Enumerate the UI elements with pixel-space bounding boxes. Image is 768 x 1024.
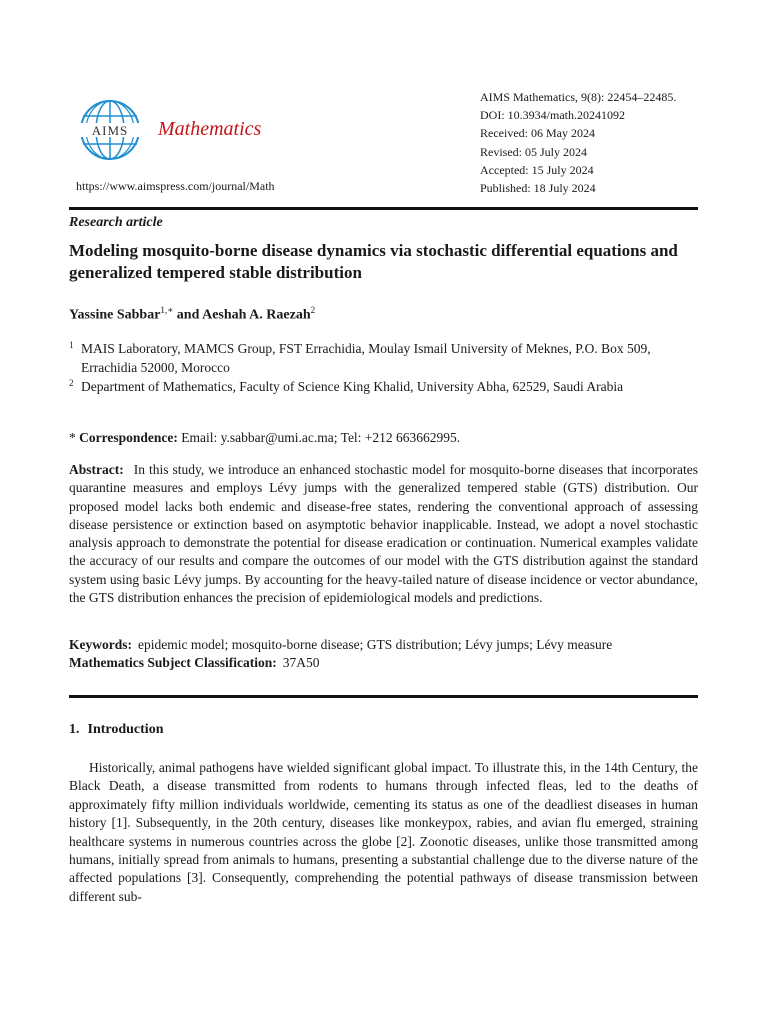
affiliation-number: 2 xyxy=(69,378,74,388)
affiliation-text: MAIS Laboratory, MAMCS Group, FST Errachidia, Moulay Ismail University of Meknes, P.O. Box 509, Errachidia 52000, Morocco xyxy=(81,341,651,375)
section-title: Introduction xyxy=(87,722,164,737)
revised-date: Revised: 05 July 2024 xyxy=(480,144,587,159)
globe-icon xyxy=(78,98,142,162)
correspondence-star: * xyxy=(69,430,76,445)
msc-line xyxy=(69,654,709,672)
accepted-date: Accepted: 15 July 2024 xyxy=(480,162,594,177)
section-number: 1. xyxy=(69,722,80,737)
aims-logo xyxy=(78,98,142,162)
affiliation xyxy=(69,339,698,377)
journal-url[interactable]: https://www.aimspress.com/journal/Math xyxy=(76,179,275,193)
affiliation xyxy=(69,377,698,396)
author-list xyxy=(69,305,315,324)
author-affiliation-mark: 2 xyxy=(310,305,316,315)
citation-line: AIMS Mathematics, 9(8): 22454–22485. xyxy=(480,90,677,104)
correspondence-text: Email: y.sabbar@umi.ac.ma; Tel: +212 663662995. xyxy=(177,430,461,445)
received-date: Received: 06 May 2024 xyxy=(480,126,595,141)
author-joiner: and xyxy=(173,307,203,323)
keywords-label: Keywords: xyxy=(69,637,132,652)
keywords-block xyxy=(69,636,709,672)
abstract-label: Abstract: xyxy=(69,462,124,477)
abstract-text: In this study, we introduce an enhanced stochastic model for mosquito-borne diseases that incorporates quarantine measures and employs Lévy jumps with the generalized tempered stable (GTS) distribution. Our proposed model lacks both endemic and disease-free states, rendering the conventional approach of assessing disease persistence or extinction based on asymptotic behavior inapplicable. Instead, we adopt a novel stochastic analysis approach to demonstrate the potential for disease eradication or continuation. Numerical examples validate the accuracy of our results and compare the outcomes of our model with the GTS distribution against the standard system using basic Lévy jumps. By accounting for the heavy-tailed nature of disease incidence or vector abundance, the GTS distribution enhances the precision of epidemiological models and predictions. xyxy=(69,462,698,606)
msc-label: Mathematics Subject Classification: xyxy=(69,655,277,670)
journal-name: Mathematics xyxy=(158,118,262,140)
header-divider xyxy=(69,207,698,210)
abstract xyxy=(69,461,698,607)
keywords-line xyxy=(69,636,709,654)
doi-line[interactable]: DOI: 10.3934/math.20241092 xyxy=(480,108,625,123)
abstract-divider xyxy=(69,695,698,698)
article-type: Research article xyxy=(69,215,163,230)
svg-text:AIMS: AIMS xyxy=(91,123,129,138)
correspondence-label: Correspondence: xyxy=(79,430,178,445)
msc-value: 37A50 xyxy=(282,655,320,670)
author-name: Yassine Sabbar xyxy=(69,307,161,323)
publication-metadata xyxy=(480,88,676,197)
intro-paragraph: Historically, animal pathogens have wielded significant global impact. To illustrate this, in the 14th Century, the Black Death, a disease transmitted from rodents to humans through infected fleas, led to the deaths of approximately fifty million individuals worldwide, cementing its status as one of the deadliest diseases in human history [1]. Subsequently, in the 20th century, diseases like monkeypox, rabies, and avian flu emerged, straining healthcare systems in numerous countries across the globe [2]. Zoonotic diseases, unlike those transmitted among humans, initially spread from animals to humans, presenting a substantial challenge due to the diverse nature of the affected populations [3]. Consequently, comprehending the potential pathways of disease transmission between different sub- xyxy=(69,760,698,904)
section-heading xyxy=(69,722,163,738)
author-name: Aeshah A. Raezah xyxy=(202,307,311,323)
affiliation-text: Department of Mathematics, Faculty of Science King Khalid, University Abha, 62529, Saudi Arabia xyxy=(81,379,624,394)
author-affiliation-mark: 1,∗ xyxy=(160,305,174,315)
paper-title: Modeling mosquito-borne disease dynamics via stochastic differential equations and generalized tempered stable distribution xyxy=(69,241,678,282)
correspondence xyxy=(69,430,460,446)
keywords-text: epidemic model; mosquito-borne disease; GTS distribution; Lévy jumps; Lévy measure xyxy=(138,637,613,652)
published-date: Published: 18 July 2024 xyxy=(480,181,596,196)
affiliation-number: 1 xyxy=(69,340,74,350)
